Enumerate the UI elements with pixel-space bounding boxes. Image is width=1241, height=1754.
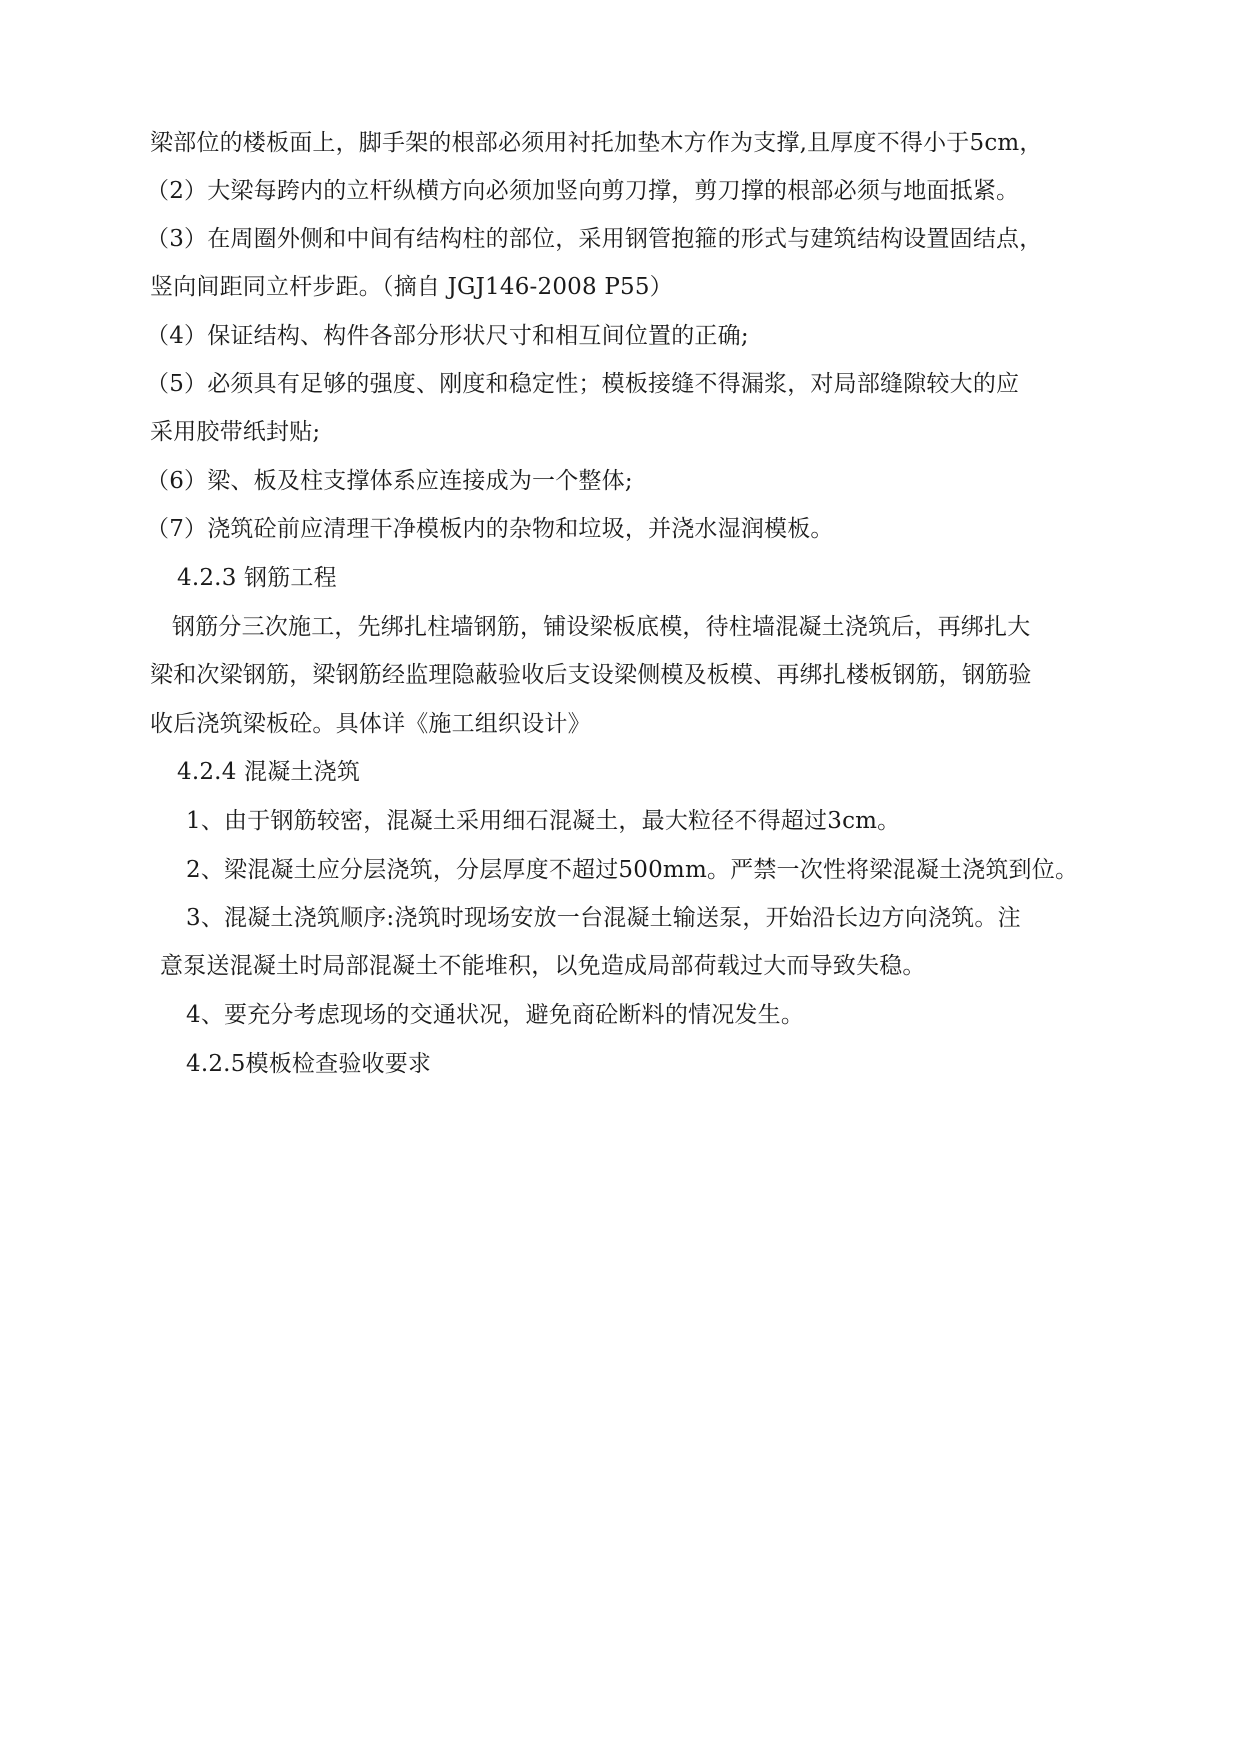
- section-heading-4-2-3: 4.2.3 钢筋工程: [177, 565, 337, 591]
- numbered-item-3: 3、混凝土浇筑顺序:浇筑时现场安放一台混凝土输送泵，开始沿长边方向浇筑。注: [186, 905, 1021, 931]
- section-heading-4-2-4: 4.2.4 混凝土浇筑: [177, 759, 361, 785]
- list-item-6: （6）梁、板及柱支撑体系应连接成为一个整体;: [146, 468, 633, 494]
- body-text-line: 梁部位的楼板面上，脚手架的根部必须用衬托加垫木方作为支撑,且厚度不得小于5cm，: [150, 130, 1043, 156]
- body-text-line: 梁和次梁钢筋，梁钢筋经监理隐蔽验收后支设梁侧模及板模、再绑扎楼板钢筋，钢筋验: [150, 662, 1032, 688]
- list-item-7: （7）浇筑砼前应清理干净模板内的杂物和垃圾，并浇水湿润模板。: [146, 516, 834, 542]
- body-text-line: 收后浇筑梁板砼。具体详《施工组织设计》: [150, 711, 591, 737]
- body-text-line: 采用胶带纸封贴;: [150, 419, 321, 445]
- numbered-item-1: 1、由于钢筋较密，混凝土采用细石混凝土，最大粒径不得超过3cm。: [186, 808, 901, 834]
- body-text-line: 竖向间距同立杆步距。（摘自 JGJ146-2008 P55）: [150, 274, 673, 300]
- list-item-4: （4）保证结构、构件各部分形状尺寸和相互间位置的正确;: [146, 323, 749, 349]
- numbered-item-4: 4、要充分考虑现场的交通状况，避免商砼断料的情况发生。: [186, 1002, 805, 1028]
- numbered-item-2: 2、梁混凝土应分层浇筑，分层厚度不超过500mm。严禁一次性将梁混凝土浇筑到位。: [186, 857, 1079, 883]
- list-item-2: （2）大梁每跨内的立杆纵横方向必须加竖向剪刀撑，剪刀撑的根部必须与地面抵紧。: [146, 178, 1020, 204]
- list-item-3: （3）在周圈外侧和中间有结构柱的部位，采用钢管抱箍的形式与建筑结构设置固结点，: [146, 226, 1043, 252]
- list-item-5: （5）必须具有足够的强度、刚度和稳定性；模板接缝不得漏浆，对局部缝隙较大的应: [146, 371, 1020, 397]
- body-text-line: 钢筋分三次施工，先绑扎柱墙钢筋，铺设梁板底模，待柱墙混凝土浇筑后，再绑扎大: [172, 614, 1031, 640]
- section-heading-4-2-5: 4.2.5模板检查验收要求: [186, 1051, 432, 1077]
- body-text-line: 意泵送混凝土时局部混凝土不能堆积，以免造成局部荷载过大而导致失稳。: [160, 953, 926, 979]
